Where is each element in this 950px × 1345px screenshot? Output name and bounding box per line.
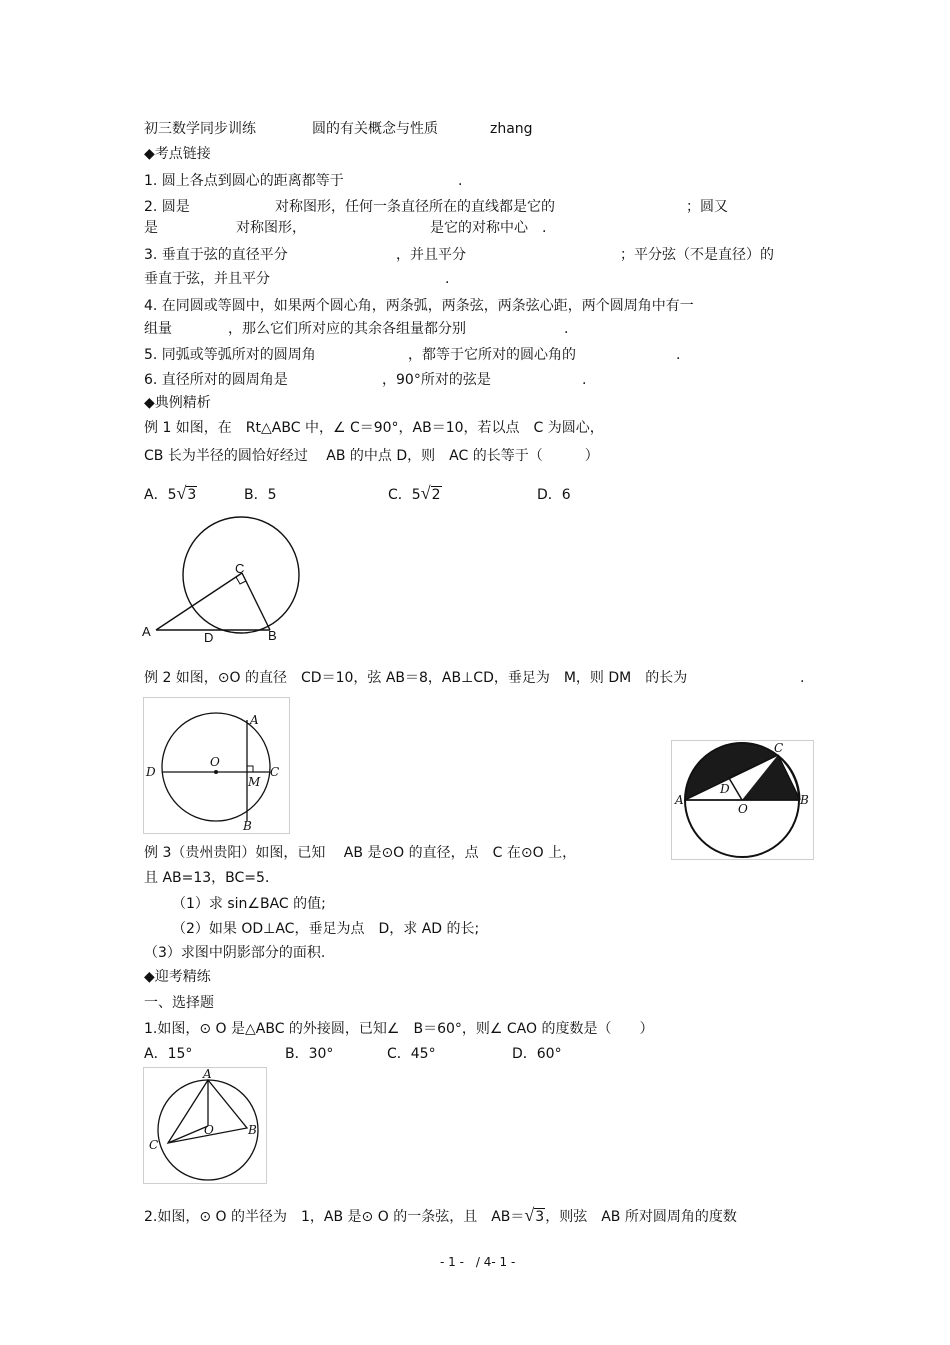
label-a: A [142, 624, 151, 639]
example3-figure-frame [671, 740, 814, 860]
example1-line1: 例 1 如图，在 Rt△ABC 中，∠ C＝90°，AB＝10，若以点 C 为圆心， [144, 420, 604, 436]
example2-line1-end: . [800, 670, 805, 686]
section-points-heading: ◆考点链接 [144, 146, 211, 162]
segment-ac [156, 573, 242, 630]
point-4c: ，那么它们所对应的其余各组量都分别 [228, 321, 466, 337]
point-3a: 3. 垂直于弦的直径平分 [144, 247, 288, 263]
topic-title: 圆的有关概念与性质 [312, 121, 438, 137]
example1-option-b: B．5 [244, 487, 277, 503]
example3-line2: 且 AB=13，BC=5． [144, 870, 279, 886]
sqrt-symbol: √ [524, 1205, 535, 1225]
example2-line1: 例 2 如图，⊙O 的直径 CD＝10，弦 AB＝8，AB⊥CD，垂足为 M，则 DM 的长为 [144, 670, 688, 686]
practice-q1-option-d: D．60° [512, 1046, 562, 1062]
point-1-end: . [458, 173, 463, 189]
point-6b: ，90°所对的弦是 [382, 372, 491, 388]
label-c: C [149, 1138, 159, 1152]
example3-q3: （3）求图中阴影部分的面积. [144, 945, 326, 961]
option-c-radicand: 2 [431, 487, 441, 503]
label-b: B [248, 1123, 257, 1137]
page-number: - 1 - / 4- 1 - [440, 1255, 516, 1269]
option-c-text: C．5 [388, 487, 421, 503]
example1-option-d: D．6 [537, 487, 571, 503]
point-2c: ；圆又 [686, 199, 728, 215]
course-title: 初三数学同步训练 [144, 121, 256, 137]
point-3b: ，并且平分 [396, 247, 466, 263]
point-4d: . [564, 321, 569, 337]
point-2e: 对称图形， [236, 220, 306, 236]
point-3c: ；平分弦（不是直径）的 [620, 247, 774, 263]
label-d: D [204, 630, 214, 645]
practice-q2-text-b: ，则弦 AB 所对圆周角的度数 [545, 1209, 737, 1225]
example3-q1: （1）求 sin∠BAC 的值; [172, 896, 326, 912]
practice-q1-option-a: A．15° [144, 1046, 193, 1062]
point-2a: 2. 圆是 [144, 199, 190, 215]
example3-figure [672, 741, 813, 859]
label-o: O [738, 802, 748, 816]
label-o: O [204, 1123, 214, 1137]
example3-q2: （2）如果 OD⊥AC，垂足为点 D，求 AD 的长; [172, 921, 480, 937]
label-b: B [268, 628, 277, 643]
point-6c: . [582, 372, 587, 388]
section-practice-heading: ◆迎考精练 [144, 969, 211, 985]
example3-line1: 例 3（贵州贵阳）如图，已知 AB 是⊙O 的直径，点 C 在⊙O 上， [144, 845, 577, 861]
label-a: A [250, 713, 259, 727]
right-angle-mark [247, 766, 253, 772]
point-5b: ，都等于它所对的圆心角的 [408, 347, 576, 363]
point-5c: . [676, 347, 681, 363]
point-3e: . [445, 271, 450, 287]
label-m: M [248, 775, 261, 789]
example1-figure [138, 515, 308, 650]
author: zhang [490, 121, 533, 137]
example2-figure [144, 698, 289, 833]
point-4b: 组量 [144, 321, 172, 337]
label-b: B [243, 819, 252, 833]
example1-option-a [144, 484, 197, 504]
example1-option-c [388, 484, 442, 504]
point-5a: 5. 同弧或等弧所对的圆周角 [144, 347, 316, 363]
label-c: C [235, 561, 245, 576]
point-4a: 4. 在同圆或等圆中，如果两个圆心角，两条弧，两条弦，两条弦心距，两个圆周角中有一 [144, 298, 694, 314]
point-2d: 是 [144, 220, 158, 236]
practice-heading: 一、选择题 [144, 995, 214, 1011]
point-2b: 对称图形，任何一条直径所在的直线都是它的 [275, 199, 555, 215]
point-3d: 垂直于弦，并且平分 [144, 271, 270, 287]
practice-q1-option-b: B．30° [285, 1046, 334, 1062]
label-c: C [774, 741, 784, 755]
point-2f: 是它的对称中心 . [430, 220, 547, 236]
section-examples-heading: ◆典例精析 [144, 395, 211, 411]
label-c: C [270, 765, 280, 779]
point-6a: 6. 直径所对的圆周角是 [144, 372, 288, 388]
segment-cb [242, 573, 270, 630]
label-b: B [800, 793, 809, 807]
practice-q2-radicand: 3 [535, 1209, 545, 1225]
label-o: O [210, 755, 220, 769]
practice-q1: 1.如图，⊙ O 是△ABC 的外接圆，已知∠ B＝60°，则∠ CAO 的度数是（ ） [144, 1021, 654, 1037]
practice-q1-option-c: C．45° [387, 1046, 436, 1062]
practice-q2 [144, 1206, 737, 1226]
example1-line2: CB 长为半径的圆恰好经过 AB 的中点 D，则 AC 的长等于（ ） [144, 448, 599, 464]
practice-q1-figure [144, 1068, 266, 1183]
center-dot [214, 770, 218, 774]
practice-q2-text-a: 2.如图，⊙ O 的半径为 1，AB 是⊙ O 的一条弦，且 AB＝ [144, 1209, 525, 1225]
point-1: 1. 圆上各点到圆心的距离都等于 [144, 173, 344, 189]
practice-q1-figure-frame [143, 1067, 267, 1184]
label-d: D [146, 765, 156, 779]
option-a-text: A．5 [144, 487, 177, 503]
option-a-radicand: 3 [187, 487, 197, 503]
sqrt-symbol: √ [420, 483, 431, 503]
label-a: A [675, 793, 684, 807]
example2-figure-frame [143, 697, 290, 834]
sqrt-symbol: √ [176, 483, 187, 503]
label-a: A [203, 1068, 212, 1081]
label-d: D [720, 782, 730, 796]
